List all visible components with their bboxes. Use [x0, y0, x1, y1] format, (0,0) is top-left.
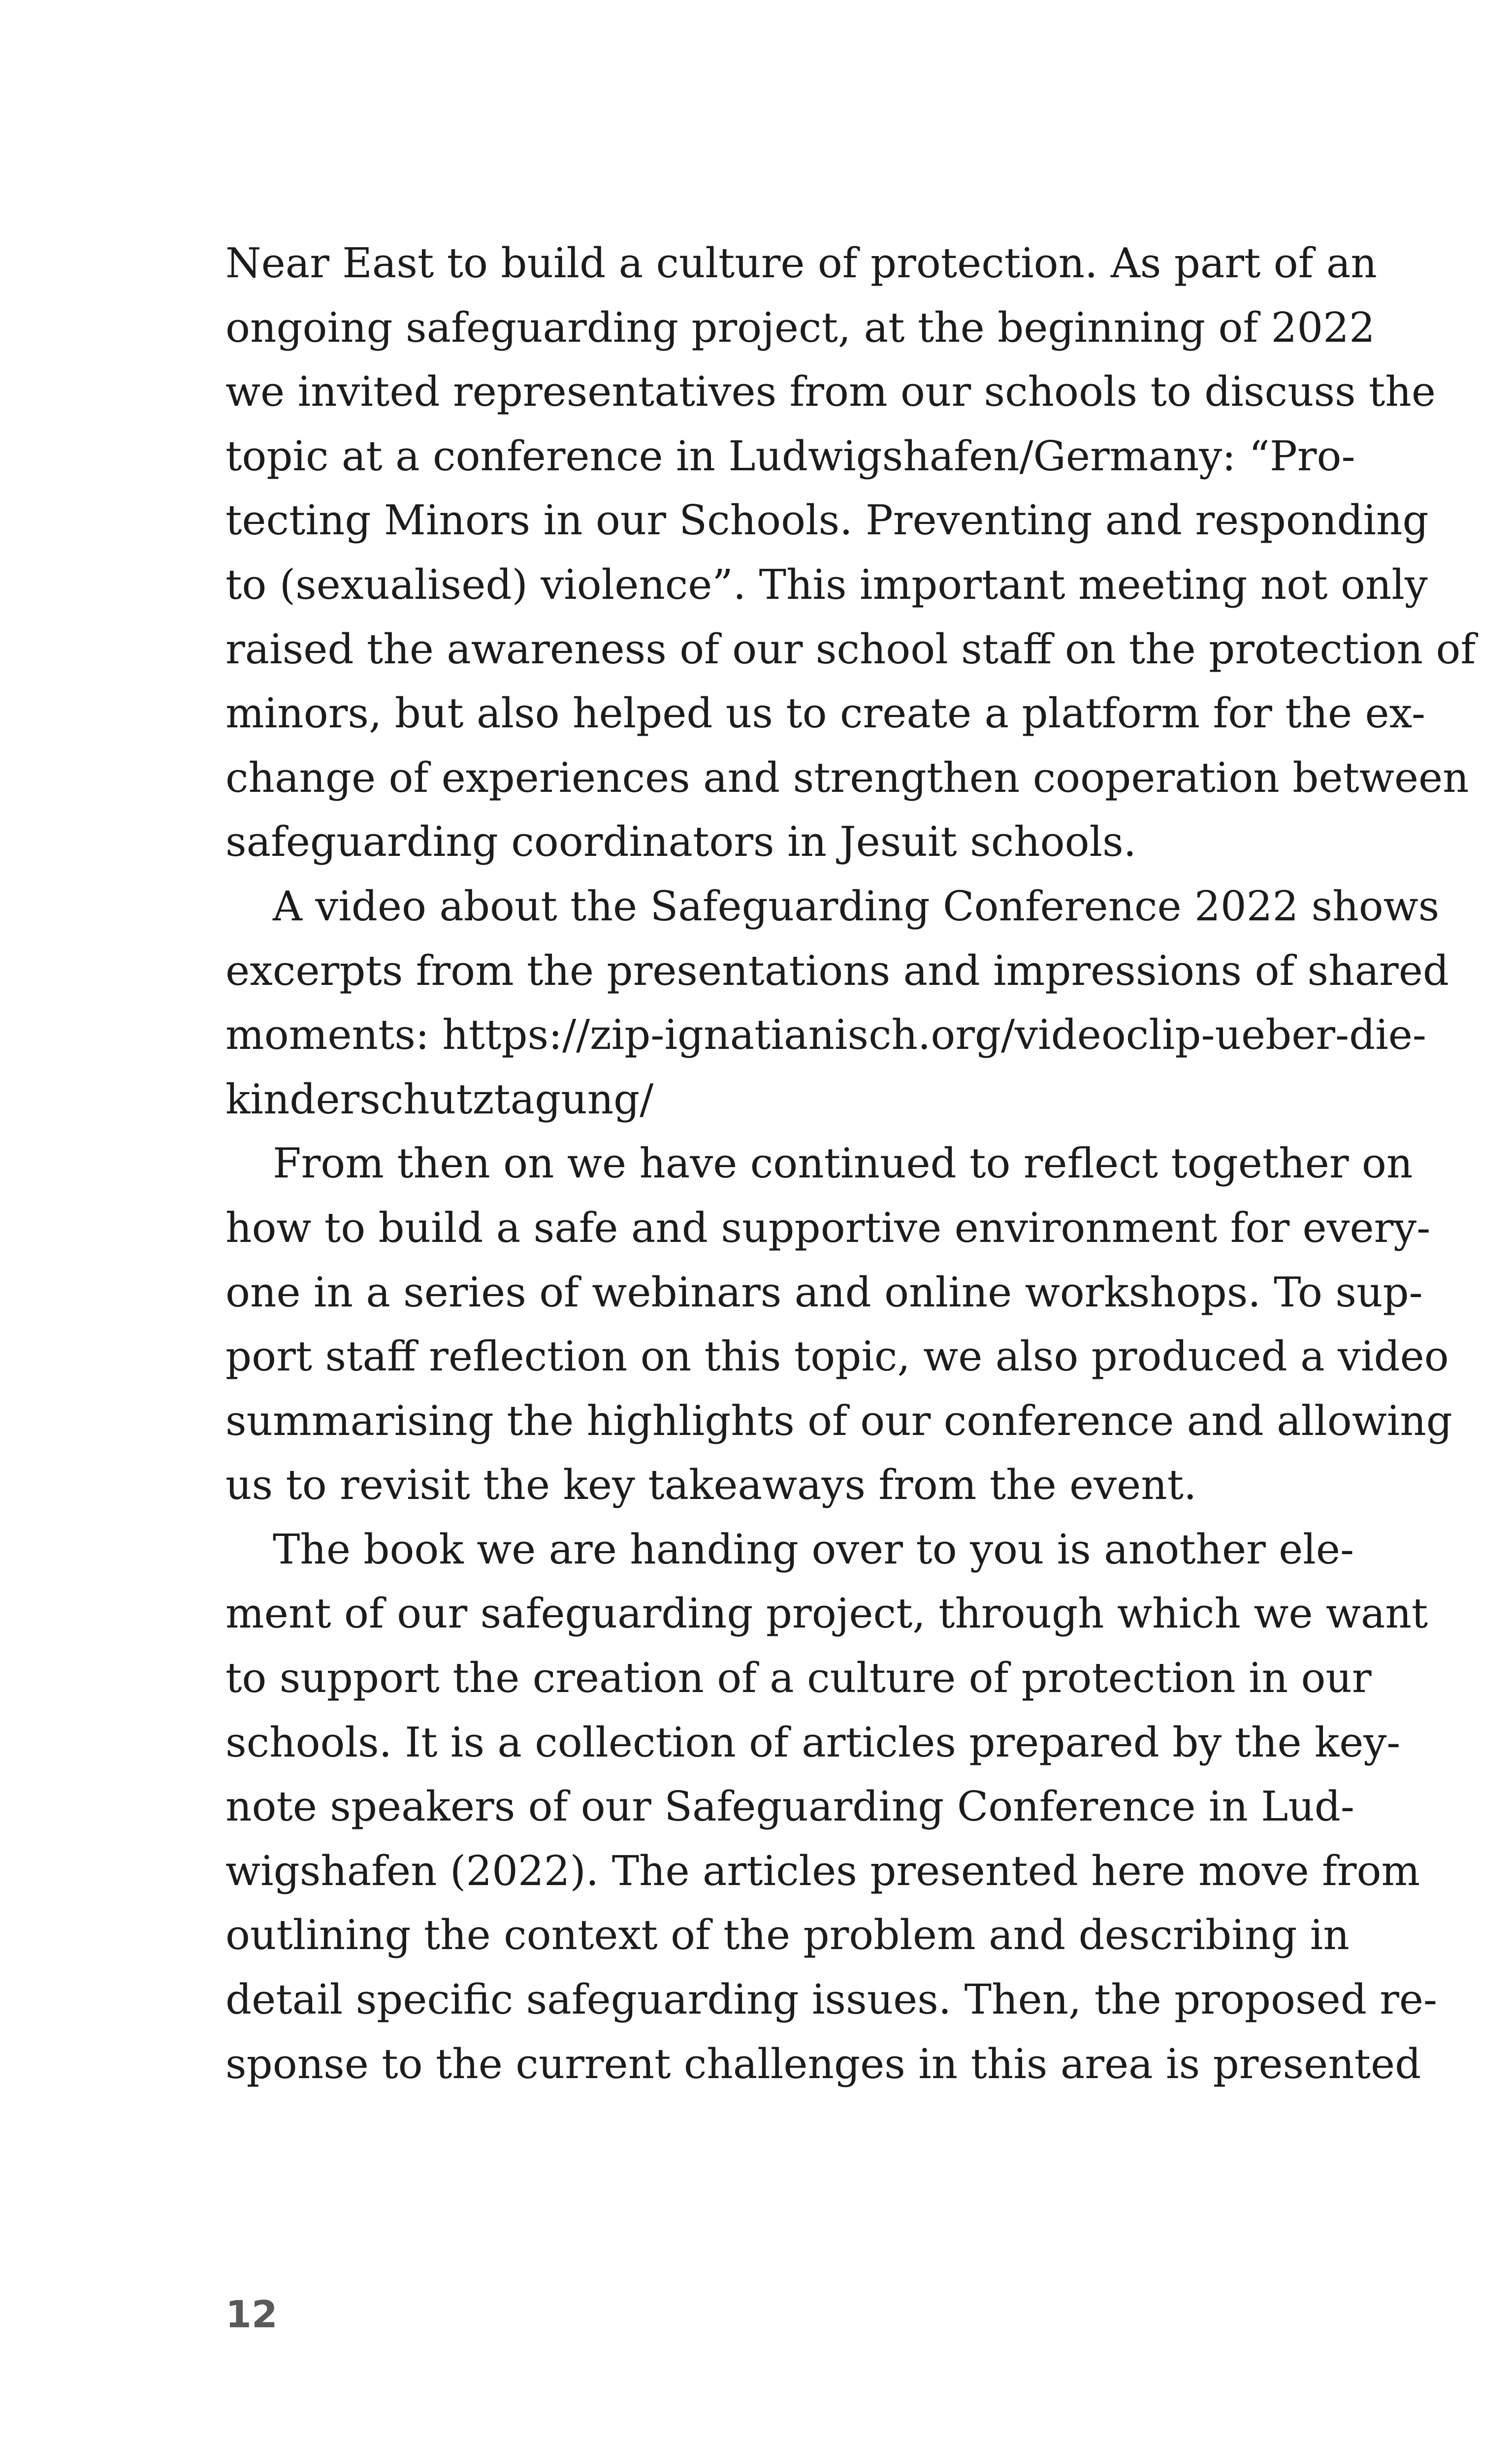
text-line: summarising the highlights of our conference and allowing	[225, 1397, 1452, 1445]
text-line: minors, but also helped us to create a platform for the ex-	[225, 689, 1426, 738]
text-line: raised the awareness of our school staff on the protection of	[225, 625, 1476, 673]
text-line: moments: https://zip-ignatianisch.org/videoclip-ueber-die-	[225, 1011, 1426, 1059]
text-line: ment of our safeguarding project, through which we want	[225, 1590, 1428, 1638]
text-line: safeguarding coordinators in Jesuit schools.	[225, 818, 1137, 866]
text-line: outlining the context of the problem and describing in	[225, 1911, 1350, 1959]
text-line: we invited representatives from our schools to discuss the	[225, 368, 1436, 416]
text-line: tecting Minors in our Schools. Preventing and responding	[225, 496, 1429, 545]
text-line: how to build a safe and supportive environment for every-	[225, 1204, 1431, 1252]
body-text	[225, 231, 1476, 2096]
page-number: 12	[225, 2292, 278, 2336]
text-line: kinderschutztagung/	[225, 1075, 654, 1123]
text-line: Near East to build a culture of protection. As part of an	[225, 239, 1377, 287]
text-line: us to revisit the key takeaways from the event.	[225, 1461, 1197, 1509]
text-line: schools. It is a collection of articles prepared by the key-	[225, 1718, 1401, 1766]
text-line: From then on we have continued to reflect together on	[273, 1140, 1413, 1188]
text-line: The book we are handing over to you is another ele-	[273, 1525, 1354, 1573]
paragraph	[225, 1518, 1438, 2096]
text-line: topic at a conference in Ludwigshafen/Germany: “Pro-	[225, 432, 1355, 480]
paragraph	[225, 1132, 1452, 1518]
text-line: A video about the Safeguarding Conference 2022 shows	[273, 882, 1440, 930]
text-line: excerpts from the presentations and impressions of shared	[225, 946, 1449, 995]
text-line: change of experiences and strengthen cooperation between	[225, 753, 1469, 802]
text-line: port staff reflection on this topic, we also produced a video	[225, 1333, 1449, 1381]
text-line: to support the creation of a culture of protection in our	[225, 1654, 1372, 1702]
paragraph	[225, 875, 1449, 1132]
paragraph	[225, 231, 1476, 875]
text-line: to (sexualised) violence”. This important meeting not only	[225, 560, 1428, 609]
text-line: detail specific safeguarding issues. Then, the proposed re-	[225, 1976, 1438, 2024]
text-line: wigshafen (2022). The articles presented here move from	[225, 1847, 1420, 1895]
text-line: ongoing safeguarding project, at the beginning of 2022	[225, 303, 1375, 352]
text-line: sponse to the current challenges in this area is presented	[225, 2040, 1421, 2088]
text-line: one in a series of webinars and online workshops. To sup-	[225, 1268, 1423, 1316]
text-line: note speakers of our Safeguarding Conference in Lud-	[225, 1783, 1354, 1831]
